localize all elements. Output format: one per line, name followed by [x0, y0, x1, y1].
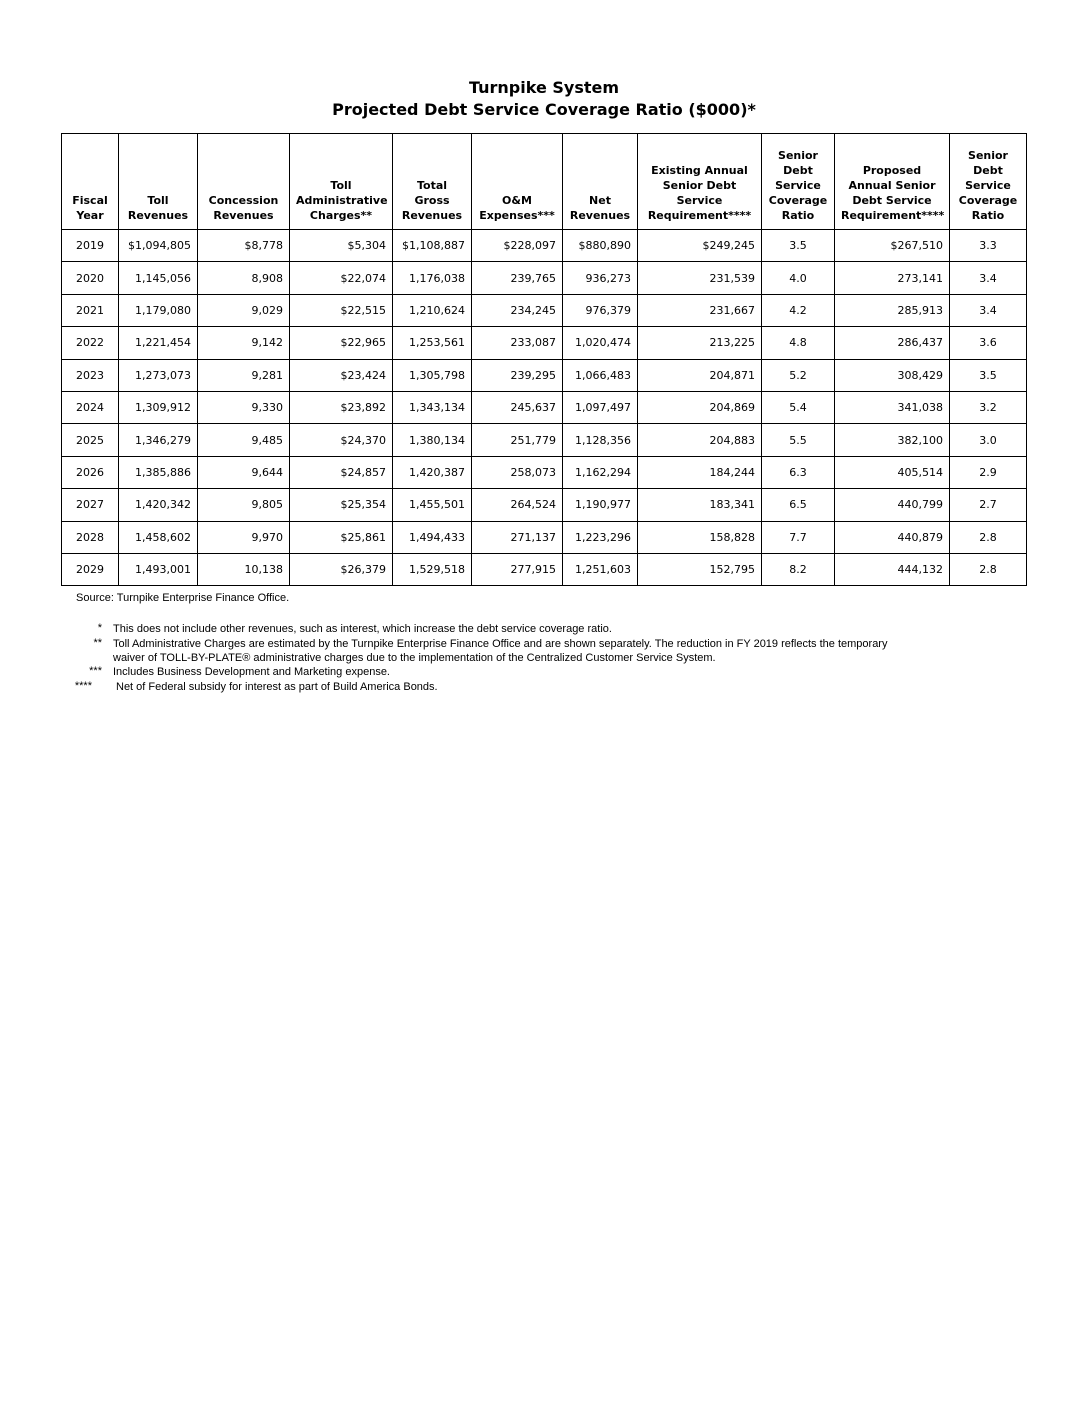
- footnote-mark: ***: [89, 665, 102, 677]
- table-row: [62, 391, 1027, 423]
- table-cell: $267,510: [835, 230, 950, 262]
- table-row: [62, 294, 1027, 326]
- table-cell: 258,073: [472, 456, 563, 488]
- table-cell: $22,965: [290, 327, 393, 359]
- table-cell: 152,795: [638, 553, 762, 585]
- col-header: Existing Annual Senior Debt Service Requirement****: [638, 134, 762, 230]
- table-cell: 5.2: [762, 359, 835, 391]
- table-cell: 1,221,454: [119, 327, 198, 359]
- table-cell: 231,539: [638, 262, 762, 294]
- col-header: Senior Debt Service Coverage Ratio: [950, 134, 1027, 230]
- table-cell: 1,346,279: [119, 424, 198, 456]
- table-row: [62, 262, 1027, 294]
- table-cell: 2.8: [950, 521, 1027, 553]
- table-cell: 1,251,603: [563, 553, 638, 585]
- table-cell: 1,253,561: [393, 327, 472, 359]
- table-cell: 2024: [62, 391, 119, 423]
- table-cell: 444,132: [835, 553, 950, 585]
- table-cell: 2020: [62, 262, 119, 294]
- table-cell: $24,857: [290, 456, 393, 488]
- table-cell: 245,637: [472, 391, 563, 423]
- col-header: Fiscal Year: [62, 134, 119, 230]
- table-cell: 1,455,501: [393, 489, 472, 521]
- footnote-text: Toll Administrative Charges are estimated by the Turnpike Enterprise Finance Office and are shown separately. The reduction in FY 2019 reflects the temporary: [113, 638, 888, 650]
- table-cell: 936,273: [563, 262, 638, 294]
- table-cell: $22,515: [290, 294, 393, 326]
- table-cell: 9,644: [198, 456, 290, 488]
- table-cell: 2023: [62, 359, 119, 391]
- table-cell: 1,190,977: [563, 489, 638, 521]
- table-cell: 1,162,294: [563, 456, 638, 488]
- debt-service-table: [61, 133, 1027, 586]
- table-cell: 2025: [62, 424, 119, 456]
- table-cell: 1,305,798: [393, 359, 472, 391]
- table-cell: 9,281: [198, 359, 290, 391]
- table-cell: 1,097,497: [563, 391, 638, 423]
- table-cell: 2029: [62, 553, 119, 585]
- footnote-text: waiver of TOLL-BY-PLATE® administrative charges due to the implementation of the Centralized Customer Service System.: [113, 652, 716, 664]
- table-cell: $25,861: [290, 521, 393, 553]
- table-cell: 183,341: [638, 489, 762, 521]
- table-cell: 3.4: [950, 262, 1027, 294]
- table-cell: 1,145,056: [119, 262, 198, 294]
- table-cell: 9,805: [198, 489, 290, 521]
- table-cell: 10,138: [198, 553, 290, 585]
- table-cell: 1,179,080: [119, 294, 198, 326]
- table-cell: $8,778: [198, 230, 290, 262]
- col-header: O&M Expenses***: [472, 134, 563, 230]
- footnote-text: This does not include other revenues, such as interest, which increase the debt service coverage ratio.: [113, 623, 612, 635]
- table-cell: 440,799: [835, 489, 950, 521]
- col-header: Total Gross Revenues: [393, 134, 472, 230]
- table-cell: 1,343,134: [393, 391, 472, 423]
- table-cell: 1,020,474: [563, 327, 638, 359]
- table-cell: 2022: [62, 327, 119, 359]
- table-cell: 1,380,134: [393, 424, 472, 456]
- table-cell: 2026: [62, 456, 119, 488]
- table-row: [62, 521, 1027, 553]
- table-cell: 1,176,038: [393, 262, 472, 294]
- table-cell: $26,379: [290, 553, 393, 585]
- table-cell: 204,869: [638, 391, 762, 423]
- col-header: Concession Revenues: [198, 134, 290, 230]
- table-cell: 2019: [62, 230, 119, 262]
- table-row: [62, 456, 1027, 488]
- table-cell: 1,420,387: [393, 456, 472, 488]
- table-cell: 285,913: [835, 294, 950, 326]
- table-cell: 382,100: [835, 424, 950, 456]
- table-cell: 1,066,483: [563, 359, 638, 391]
- table-cell: 1,210,624: [393, 294, 472, 326]
- table-cell: 9,029: [198, 294, 290, 326]
- table-cell: 1,309,912: [119, 391, 198, 423]
- col-header: Net Revenues: [563, 134, 638, 230]
- table-cell: $23,892: [290, 391, 393, 423]
- table-cell: 234,245: [472, 294, 563, 326]
- table-cell: 4.2: [762, 294, 835, 326]
- table-cell: 2.8: [950, 553, 1027, 585]
- table-cell: 1,493,001: [119, 553, 198, 585]
- document-title: Turnpike System: [468, 78, 620, 97]
- table-cell: 1,128,356: [563, 424, 638, 456]
- table-cell: 9,330: [198, 391, 290, 423]
- table-cell: 405,514: [835, 456, 950, 488]
- table-cell: $249,245: [638, 230, 762, 262]
- table-cell: 7.7: [762, 521, 835, 553]
- table-cell: 9,142: [198, 327, 290, 359]
- table-cell: 3.4: [950, 294, 1027, 326]
- table-cell: 976,379: [563, 294, 638, 326]
- col-header: Toll Administrative Charges**: [290, 134, 393, 230]
- table-cell: $880,890: [563, 230, 638, 262]
- table-cell: $23,424: [290, 359, 393, 391]
- table-cell: 6.5: [762, 489, 835, 521]
- table-cell: 3.5: [762, 230, 835, 262]
- table-cell: 5.4: [762, 391, 835, 423]
- document-subtitle: Projected Debt Service Coverage Ratio ($000)*: [332, 100, 756, 119]
- footnote-mark: *: [97, 622, 102, 634]
- table-cell: 3.3: [950, 230, 1027, 262]
- footnote-mark: ****: [74, 680, 92, 692]
- table-cell: $1,108,887: [393, 230, 472, 262]
- table-cell: 3.6: [950, 327, 1027, 359]
- table-cell: 251,779: [472, 424, 563, 456]
- source-note: Source: Turnpike Enterprise Finance Office.: [76, 592, 290, 604]
- table-cell: 271,137: [472, 521, 563, 553]
- table-cell: 184,244: [638, 456, 762, 488]
- table-cell: 8,908: [198, 262, 290, 294]
- table-cell: 1,273,073: [119, 359, 198, 391]
- table-cell: 4.8: [762, 327, 835, 359]
- table-cell: $25,354: [290, 489, 393, 521]
- table-cell: 308,429: [835, 359, 950, 391]
- table-cell: 3.5: [950, 359, 1027, 391]
- table-cell: 2021: [62, 294, 119, 326]
- table-cell: 1,223,296: [563, 521, 638, 553]
- col-header: Toll Revenues: [119, 134, 198, 230]
- table-cell: 5.5: [762, 424, 835, 456]
- table-cell: 8.2: [762, 553, 835, 585]
- table-row: [62, 230, 1027, 262]
- table-cell: 9,970: [198, 521, 290, 553]
- table-cell: 3.2: [950, 391, 1027, 423]
- footnote-text: Net of Federal subsidy for interest as part of Build America Bonds.: [116, 681, 438, 693]
- table-cell: 4.0: [762, 262, 835, 294]
- table-cell: $5,304: [290, 230, 393, 262]
- table-cell: 2027: [62, 489, 119, 521]
- table-row: [62, 327, 1027, 359]
- table-cell: 231,667: [638, 294, 762, 326]
- table-cell: 341,038: [835, 391, 950, 423]
- table-cell: 2.9: [950, 456, 1027, 488]
- table-cell: 6.3: [762, 456, 835, 488]
- footnote-text: Includes Business Development and Marketing expense.: [113, 666, 390, 678]
- table-cell: 1,385,886: [119, 456, 198, 488]
- footnote-mark: **: [93, 637, 102, 649]
- table-cell: 1,420,342: [119, 489, 198, 521]
- table-row: [62, 359, 1027, 391]
- col-header: Senior Debt Service Coverage Ratio: [762, 134, 835, 230]
- col-header: Proposed Annual Senior Debt Service Requirement****: [835, 134, 950, 230]
- table-cell: $228,097: [472, 230, 563, 262]
- table-cell: 204,871: [638, 359, 762, 391]
- table-cell: 2028: [62, 521, 119, 553]
- table-cell: 1,494,433: [393, 521, 472, 553]
- table-cell: 277,915: [472, 553, 563, 585]
- table-cell: 239,765: [472, 262, 563, 294]
- table-row: [62, 424, 1027, 456]
- table-cell: 9,485: [198, 424, 290, 456]
- table-cell: 233,087: [472, 327, 563, 359]
- table-cell: 3.0: [950, 424, 1027, 456]
- table-cell: 204,883: [638, 424, 762, 456]
- table-cell: $22,074: [290, 262, 393, 294]
- table-cell: 1,529,518: [393, 553, 472, 585]
- table-cell: 273,141: [835, 262, 950, 294]
- table-cell: 239,295: [472, 359, 563, 391]
- table-cell: 440,879: [835, 521, 950, 553]
- table-cell: 158,828: [638, 521, 762, 553]
- table-cell: 213,225: [638, 327, 762, 359]
- table-cell: 264,524: [472, 489, 563, 521]
- table-cell: 286,437: [835, 327, 950, 359]
- table-cell: $1,094,805: [119, 230, 198, 262]
- table-cell: 1,458,602: [119, 521, 198, 553]
- table-row: [62, 553, 1027, 585]
- table-cell: $24,370: [290, 424, 393, 456]
- table-header-row: [62, 134, 1027, 230]
- table-row: [62, 489, 1027, 521]
- table-cell: 2.7: [950, 489, 1027, 521]
